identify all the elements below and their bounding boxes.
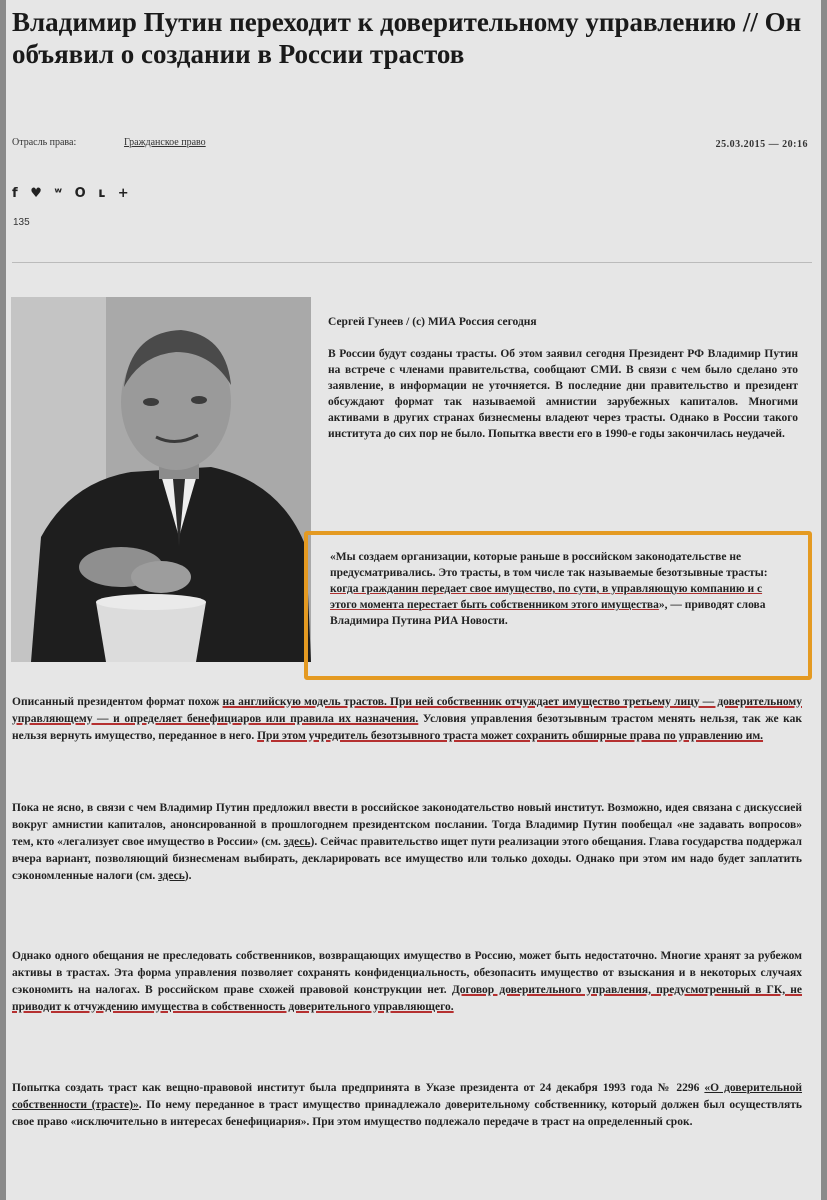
p4-decree-link[interactable]: «О доверительной собственности (трасте)» [12, 1082, 802, 1111]
paragraph-1 [12, 694, 802, 745]
paragraph-2 [12, 800, 802, 885]
p2-text-c: ). [184, 870, 192, 882]
publish-date: 25.03.2015 — 20:16 [715, 139, 808, 150]
article-headline: Владимир Путин переходит к доверительному управлению // Он объявил о создании в России трастов [12, 7, 802, 69]
paragraph-4 [12, 1080, 802, 1131]
article-photo [11, 297, 311, 662]
article-lede: В России будут созданы трасты. Об этом заявил сегодня Президент РФ Владимир Путин на встрече с членами правительства, сообщают СМИ. В связи с чем было сделано это заявление, в информации не уточняется. В последние дни правительство и президент обсуждают формат так называемой амнистии зарубежных капиталов. Многими активами в других странах бизнесмены владеют через трасты. Однако в России такого института до сих пор не было. Попытка ввести его в 1990-е годы закончилась неудачей. [328, 348, 798, 440]
photo-credit: Сергей Гунеев / (с) МИА Россия сегодня [328, 316, 537, 328]
p2-link-2[interactable]: здесь [158, 870, 185, 882]
p2-text-a: Пока не ясно, в связи с чем Владимир Путин предложил ввести в российское законодательство новый институт. Возможно, идея связана с дискуссией вокруг амнистии капиталов, анонсированной в прошлогоднем президентском послании. Тогда Владимир Путин пообещал «не задавать вопросов» тем, кто «легализует свое имущество в России» (см. [12, 802, 802, 848]
livejournal-icon[interactable]: ʟ [98, 186, 110, 201]
p1-underlined-b: на английскую модель трастов. При ней собственник отчуждает имущество третьему лицу — доверительному управляющему — и определяет бенефициаров или правила их назначения. [12, 696, 802, 725]
p1-underlined-d: При этом учредитель безотзывного траста может сохранить обширные права по управлению им. [257, 730, 764, 742]
p1-text-a: Описанный президентом формат похож [12, 696, 223, 708]
law-branch-link[interactable]: Гражданское право [124, 137, 206, 148]
law-branch-label: Отрасль права: [12, 137, 77, 148]
share-bar [12, 186, 133, 201]
share-count: 135 [13, 217, 30, 228]
highlighted-quote [304, 531, 812, 680]
p2-link-1[interactable]: здесь [283, 836, 311, 848]
p3-text-a: Однако одного обещания не преследовать собственников, возвращающих имущество в Россию, может быть недостаточно. Многие хранят за рубежом активы в трастах. Эта форма управления позволяет сохранять конфиденциальность, обезопасить имущество от взыскания и в некоторых случаях сэкономить на налогах. В российском праве схожей правовой конструкции нет. [12, 950, 802, 996]
newspaper-printout [6, 0, 821, 1200]
quote-text-end: », — приводят слова Владимира Путина РИА Новости. [330, 599, 766, 627]
quote-text-start: «Мы создаем организации, которые раньше в российском законодательстве не предусматривались. Это трасты, в том числе так называемые безотзывные трасты: [330, 551, 768, 579]
facebook-icon[interactable]: f [12, 186, 22, 201]
odnoklassniki-icon[interactable]: O [74, 186, 90, 201]
plus-icon[interactable]: + [117, 186, 133, 201]
photo-illustration [11, 297, 311, 662]
vk-icon[interactable]: ʷ [54, 186, 67, 201]
p1-text-c: Условия управления безотзывным трастом менять нельзя, так же как нельзя вернуть имущество, переданное в него. [12, 713, 802, 742]
quote-underlined: когда гражданин передает свое имущество, по сути, в управляющую компанию и с этого момента перестает быть собственником этого имущества [330, 583, 763, 611]
article-meta [12, 137, 812, 155]
divider [12, 262, 812, 263]
p3-underlined-b: Договор доверительного управления, предусмотренный в ГК, не приводит к отчуждению имущества в собственность доверительного управляющего. [12, 984, 802, 1013]
heart-icon[interactable]: ♥ [30, 186, 46, 201]
p4-text-a: Попытка создать траст как вещно-правовой институт была предпринята в Указе президента от 24 декабря 1993 года № 2296 [12, 1082, 705, 1094]
p2-text-b: ). Сейчас правительство ищет пути реализации этого обещания. Глава государства поддержал вчера вариант, позволяющий бизнесменам выбирать, декларировать все имущество или только доходы. Однако при этом им надо будет заплатить сэкономленные налоги (см. [12, 836, 802, 882]
p4-text-b: . По нему переданное в траст имущество принадлежало доверительному собственнику, который должен был осуществлять свое право «исключительно в интересах бенефициария». При этом имущество подлежало передаче в траст на определенный срок. [12, 1099, 802, 1128]
paragraph-3 [12, 948, 802, 1016]
